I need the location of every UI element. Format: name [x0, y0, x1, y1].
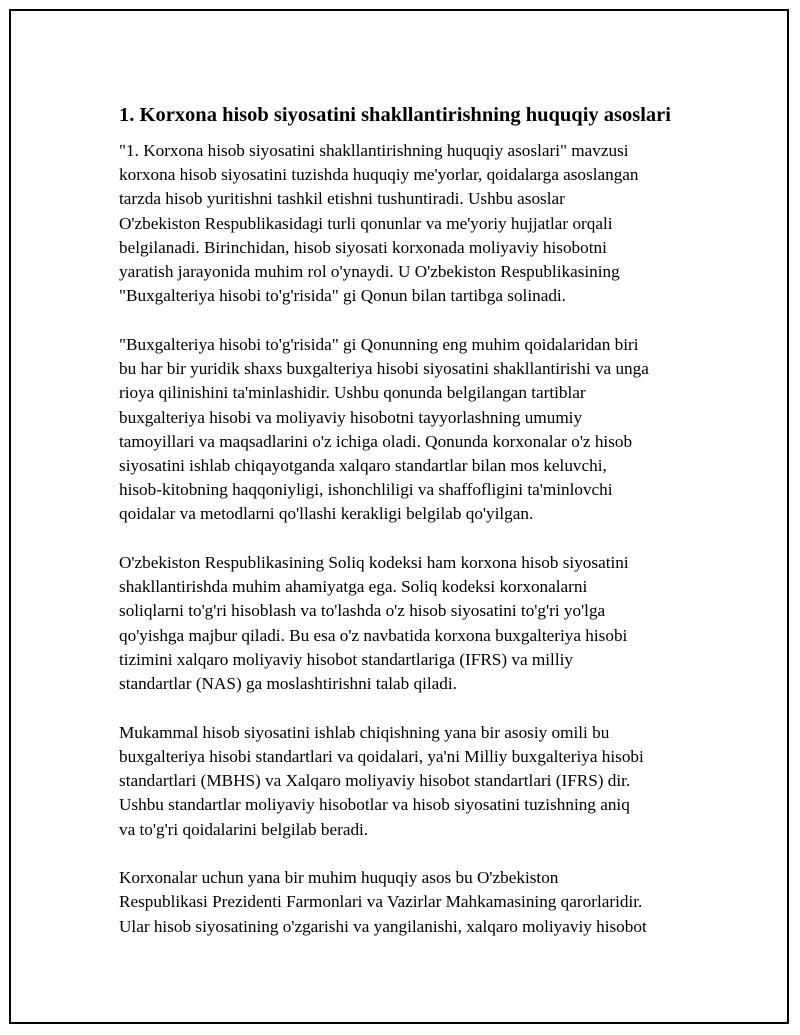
text-line: siyosatini ishlab chiqayotganda xalqaro standartlar bilan mos keluvchi, [119, 455, 607, 475]
text-line: tamoyillari va maqsadlarini o'z ichiga oladi. Qonunda korxonalar o'z hisob [119, 431, 633, 451]
text-line: standartlar (NAS) ga moslashtirishni talab qiladi. [119, 674, 457, 694]
paragraph-4 [119, 721, 709, 842]
text-line: shakllantirishda muhim ahamiyatga ega. Soliq kodeksi korxonalarni [119, 577, 588, 597]
paragraph-1 [119, 139, 709, 308]
text-line: rioya qilinishini ta'minlashidir. Ushbu qonunda belgilangan tartiblar [119, 383, 586, 403]
paragraph-3 [119, 551, 709, 696]
paragraph-5 [119, 866, 709, 939]
text-line: qoidalar va metodlarni qo'llashi kerakligi belgilab qo'yilgan. [119, 504, 534, 524]
text-line: soliqlarni to'g'ri hisoblash va to'lashda o'z hisob siyosatini to'g'ri yo'lga [119, 601, 606, 621]
text-line: Korxonalar uchun yana bir muhim huquqiy asos bu O'zbekiston [119, 868, 559, 888]
text-line: Ushbu standartlar moliyaviy hisobotlar va hisob siyosatini tuzishning aniq [119, 795, 630, 815]
text-line: yaratish jarayonida muhim rol o'ynaydi. U O'zbekiston Respublikasining [119, 262, 620, 282]
text-line: "1. Korxona hisob siyosatini shakllantirishning huquqiy asoslari" mavzusi [119, 141, 629, 160]
text-line: buxgalteriya hisobi standartlari va qoidalari, ya'ni Milliy buxgalteriya hisobi [119, 746, 644, 766]
section-heading: 1. Korxona hisob siyosatini shakllantirishning huquqiy asoslari [119, 104, 671, 126]
text-line: "Buxgalteriya hisobi to'g'risida" gi Qonunning eng muhim qoidalaridan biri [119, 334, 639, 354]
text-line: tizimini xalqaro moliyaviy hisobot standartlariga (IFRS) va milliy [119, 649, 573, 669]
page-frame [9, 9, 789, 1024]
text-line: O'zbekiston Respublikasidagi turli qonunlar va me'yoriy hujjatlar orqali [119, 213, 613, 233]
text-line: Mukammal hisob siyosatini ishlab chiqishning yana bir asosiy omili bu [119, 722, 610, 742]
text-line: "Buxgalteriya hisobi to'g'risida" gi Qonun bilan tartibga solinadi. [119, 286, 566, 306]
document-body [119, 101, 709, 963]
text-line: belgilanadi. Birinchidan, hisob siyosati korxonada moliyaviy hisobotni [119, 237, 607, 257]
text-line: bu har bir yuridik shaxs buxgalteriya hisobi siyosatini shakllantirishi va unga [119, 359, 649, 379]
text-line: tarzda hisob yuritishni tashkil etishni tushuntiradi. Ushbu asoslar [119, 189, 565, 209]
text-line: Respublikasi Prezidenti Farmonlari va Vazirlar Mahkamasining qarorlaridir. [119, 892, 643, 912]
text-line: Ular hisob siyosatining o'zgarishi va yangilanishi, xalqaro moliyaviy hisobot [119, 916, 647, 936]
text-line: standartlari (MBHS) va Xalqaro moliyaviy hisobot standartlari (IFRS) dir. [119, 771, 631, 791]
text-line: buxgalteriya hisobi va moliyaviy hisobotni tayyorlashning umumiy [119, 407, 583, 427]
text-line: va to'g'ri qoidalarini belgilab beradi. [119, 819, 369, 839]
text-line: hisob-kitobning haqqoniyligi, ishonchliligi va shaffofligini ta'minlovchi [119, 480, 613, 500]
text-line: O'zbekiston Respublikasining Soliq kodeksi ham korxona hisob siyosatini [119, 553, 629, 573]
text-line: qo'yishga majbur qiladi. Bu esa o'z navbatida korxona buxgalteriya hisobi [119, 625, 628, 645]
text-line: korxona hisob siyosatini tuzishda huquqiy me'yorlar, qoidalarga asoslangan [119, 165, 639, 185]
paragraph-2 [119, 333, 709, 527]
